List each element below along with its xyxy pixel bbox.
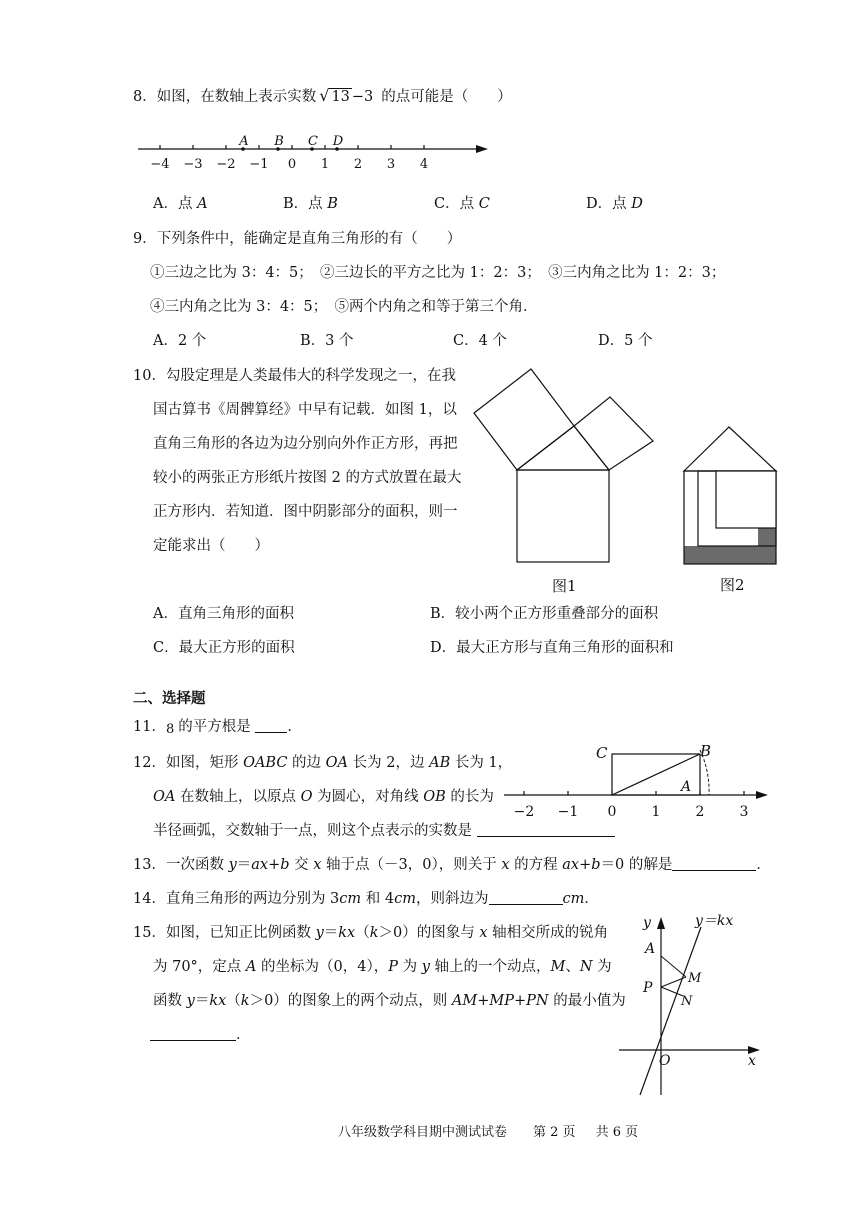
q13-t5: + [268,857,281,873]
q8-stem-after: 的点可能是（ ） [381,89,512,105]
q9-option-a: A．2 个 [153,333,207,349]
q15-answer-blank[interactable] [150,1026,236,1041]
q12-t3: 的边 [287,755,326,771]
q15-line-1 [133,923,608,943]
q10-figure-1 [470,365,660,595]
q15-t23: ＝ [194,993,210,1009]
q15-label-p: P [643,980,653,996]
footer [338,1123,638,1143]
q15-label-o: O [659,1053,671,1069]
q12-label-b: B [700,742,712,760]
q8-tick-label: −4 [150,157,170,172]
q10-option-b: B．较小两个正方形重叠部分的面积 [430,606,659,622]
q12-t4: OA [325,755,349,771]
fig2-square-small [716,471,776,528]
q15-t24: kx [209,993,227,1009]
q15-figure [615,905,765,1100]
q15-end: ． [236,1027,251,1043]
q12-label-a: A [681,779,692,795]
q12-t7: 长为 1， [450,755,513,771]
q13-t1: 13．一次函数 [133,857,229,873]
q13-t12: ax [562,857,580,873]
fig1-triangle [517,426,609,470]
q11-prefix: 11． [133,719,166,735]
q11-num: 8 [165,722,175,737]
q13-answer-blank[interactable] [672,856,756,871]
q15-label-n: N [681,994,693,1009]
q15-t6: k [369,925,379,941]
q11-suffix: 的平方根是 [178,719,251,735]
q8-option-a [153,194,208,214]
q10-line-4: 较小的两张正方形纸片按图 2 的方式放置在最大 [153,470,462,486]
q8-option-c [434,194,490,214]
q14-t6: cm [562,891,585,907]
q10-option-a: A．直角三角形的面积 [153,606,294,622]
q13-line [133,855,771,875]
q15-seg-mp [661,977,686,987]
q13-t14: b [591,857,601,873]
q13-t8: x [313,857,322,873]
q8-tick-label: −2 [216,157,236,172]
fig1-square-right [574,397,653,470]
q11-line [133,717,302,740]
q15-t5: （ [355,925,370,941]
q15-t18: 、 [565,959,580,975]
q10-line-6: 定能求出（ ） [153,538,269,554]
q15-t19: N [579,959,593,975]
footer-total: 共 6 页 [595,1125,639,1140]
q14-t3: 和 4 [361,891,395,907]
q8-option-b-letter: B [327,196,338,212]
q12-tick-label: 2 [695,804,705,820]
q15-t10: 为 70°，定点 [153,959,246,975]
q8-option-b [283,194,338,214]
q8-tick-label: −3 [183,157,203,172]
q8-option-d-letter: D [631,196,643,212]
q9-option-c: C．4 个 [453,333,507,349]
q14-line [133,889,599,909]
q8-radicand: 13 [331,89,350,105]
q15-t11: A [245,959,257,975]
q12-line-2 [153,787,494,807]
q9-stem: 9．下列条件中，能确定是直角三角形的有（ ） [133,231,462,247]
q8-point-label: C [308,134,318,149]
q15-t22: y [186,993,195,1009]
footer-page: 第 2 页 [533,1125,576,1140]
q12-t8: OA [153,789,176,805]
q13-t3: ＝ [236,857,252,873]
q12-t6: AB [429,755,451,771]
q8-point-label: B [274,134,284,149]
q8-tick-label: 3 [386,157,396,172]
q15-t32: PN [526,993,549,1009]
q12-axis-arrow [756,791,768,799]
q15-t1: 15．如图，已知正比例函数 [133,925,316,941]
q8-point-label: A [239,134,249,149]
q10-line-3: 直角三角形的各边为边分别向外作正方形，再把 [153,436,458,452]
q12-tick-label: −1 [557,804,579,820]
q9-line2: ④三内角之比为 3：4：5； ⑤两个内角之和等于第三个角． [150,299,538,315]
q11-end: ． [287,719,302,735]
q13-t6: b [280,857,290,873]
q15-seg-pn [661,987,683,996]
q15-t29: + [477,993,490,1009]
q8-option-a-letter: A [197,196,208,212]
q8-sqrt: √ 13 [319,86,350,105]
q15-label-a: A [645,941,656,957]
q12-t11: 为圆心，对角线 [312,789,424,805]
q13-t2: y [228,857,237,873]
q15-line-4 [150,1025,251,1045]
q9-line1: ①三边之比为 3：4：5； ②三边长的平方之比为 1：2：3； ③三内角之比为 1：2：3； [150,265,726,281]
q15-t16: 轴上的一个动点， [429,959,551,975]
q13-t13: + [579,857,592,873]
section-2-title: 二、选择题 [133,690,206,707]
q12-line-1 [133,753,512,773]
q15-t14: 为 [397,959,422,975]
q15-t12: 的坐标为（0，4）， [256,959,389,975]
q14-t4: cm [394,891,416,907]
q10-option-c: C．最大正方形的面积 [153,640,295,656]
q8-numberline-figure [130,128,500,178]
q9-option-b: B．3 个 [300,333,354,349]
q8-option-b-label: B．点 [283,196,323,212]
q12-tick-label: −2 [513,804,535,820]
q13-t11: 的方程 [509,857,563,873]
q13-t4: ax [251,857,269,873]
q14-answer-blank[interactable] [489,890,563,905]
q12-t1: 12．如图，矩形 [133,755,244,771]
q15-seg-am [661,956,686,977]
q15-t20: 为 [592,959,612,975]
q13-t15: ＝0 的解是 [600,857,673,873]
q8-option-a-label: A．点 [153,196,193,212]
q15-t27: ＞0）的图象上的两个动点，则 [249,993,452,1009]
q15-t8: x [479,925,488,941]
q15-line-2 [153,957,612,977]
q8-axis-arrow [476,145,488,153]
q12-t12: OB [423,789,446,805]
q8-option-c-letter: C [478,196,490,212]
q8-option-c-label: C．点 [434,196,475,212]
q8-option-d [586,194,643,214]
q8-tick-label: 1 [320,157,330,172]
q8-minus: −3 [351,89,374,105]
footer-title: 八年级数学科目期中测试试卷 [338,1125,508,1140]
fig1-square-large [517,470,609,562]
q12-t2: OABC [243,755,288,771]
q15-t17: M [550,959,566,975]
fig1-square-left [474,369,574,470]
q8-option-d-label: D．点 [586,196,627,212]
q15-x-label: x [748,1053,756,1069]
q15-t33: 的最小值为 [548,993,626,1009]
q13-t7: 交 [289,857,314,873]
q13-t10: x [501,857,510,873]
fig2-shaded-bottom [684,546,776,564]
q15-t7: ＞0）的图象与 [378,925,480,941]
q12-t14: 半径画弧，交数轴于一点，则这个点表示的实数是 [153,823,472,839]
q14-t2: cm [339,891,362,907]
q14-t5: ，则斜边为 [416,891,489,907]
q15-t9: 轴相交所成的锐角 [487,925,609,941]
q8-tick-label: −1 [249,157,269,172]
q15-t26: k [240,993,250,1009]
q15-t25: （ [226,993,241,1009]
q14-t1: 14．直角三角形的两边分别为 3 [133,891,340,907]
q12-tick-label: 0 [607,804,617,820]
q12-t5: 长为 2，边 [348,755,430,771]
q15-y-arrow [657,917,665,929]
q8-stem [133,86,512,107]
q12-t10: O [300,789,313,805]
q15-t15: y [421,959,430,975]
q15-t2: y [315,925,324,941]
q12-t9: 在数轴上，以原点 [175,789,301,805]
q15-line-label: y＝kx [695,913,734,929]
q15-t4: kx [338,925,356,941]
q8-stem-before: 8．如图，在数轴上表示实数 [133,89,317,105]
fig2-roof [684,427,776,471]
q15-y-label: y [643,915,651,931]
q11-answer-blank[interactable] [255,718,287,733]
q14-t7: ． [584,891,599,907]
q10-line-1: 10．勾股定理是人类最伟大的科学发现之一，在我 [133,368,456,384]
q10-figure-2 [680,420,785,595]
q13-t9: 轴于点（－3，0），则关于 [321,857,502,873]
q10-option-d: D．最大正方形与直角三角形的面积和 [430,640,674,656]
q15-label-m: M [688,971,702,986]
q10-line-2: 国古算书《周髀算经》中早有记载．如图 1，以 [153,402,457,418]
q9-option-d: D．5 个 [598,333,653,349]
q15-t30: MP [489,993,515,1009]
q8-tick-label: 2 [353,157,363,172]
fig2-shaded-right [758,528,776,548]
q8-point-label: D [332,134,344,149]
q15-t3: ＝ [323,925,339,941]
q12-label-c: C [596,744,608,762]
fig1-caption: 图1 [552,577,577,595]
q15-t13: P [388,959,398,975]
q12-tick-label: 1 [651,804,661,820]
fig2-caption: 图2 [720,576,745,594]
q10-line-5: 正方形内．若知道．图中阴影部分的面积，则一 [153,504,458,520]
q8-tick-label: 0 [287,157,297,172]
q12-tick-label: 3 [739,804,749,820]
q15-t31: + [514,993,527,1009]
q12-figure [500,740,775,825]
q8-tick-label: 4 [419,157,429,172]
q15-t28: AM [451,993,478,1009]
q12-t13: 的长为 [445,789,494,805]
q15-line-3 [153,991,626,1011]
q13-t16: ． [756,857,771,873]
q15-t21: 函数 [153,993,187,1009]
